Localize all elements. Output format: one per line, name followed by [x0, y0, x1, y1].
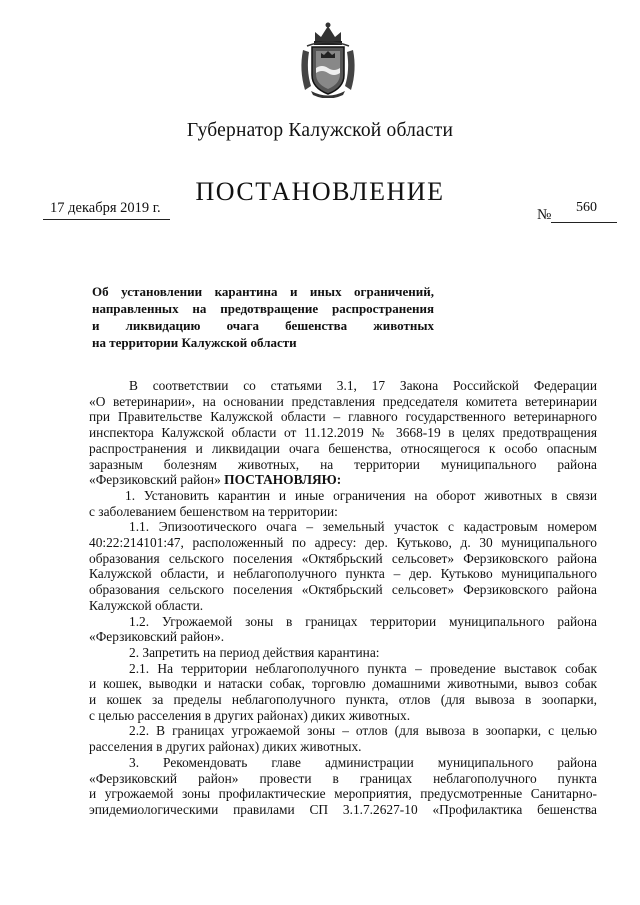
paragraph-2-2-line: расселения в других районах) диких животных.	[89, 739, 362, 755]
paragraph-1-1-line: Калужской области.	[89, 597, 204, 613]
subject-line: Об установлении карантина и иных ограничений,	[92, 284, 434, 299]
paragraph-2-2-line: 2.2. В границах угрожаемой зоны – отлов (для вывоза в зоопарки, с целью	[129, 723, 597, 739]
paragraph-3-line: и угрожаемой зоны профилактические мероприятия, предусмотренные Санитарно-	[89, 786, 597, 802]
preamble-line: «О ветеринарии», на основании представления председателя комитета ветеринарии	[89, 393, 597, 409]
decree-body	[89, 378, 597, 818]
subject-line: на территории Калужской области	[92, 335, 297, 350]
paragraph-1-line: 1. Установить карантин и иные ограничения на оборот животных в связи	[125, 487, 597, 503]
subject-line: и ликвидацию очага бешенства животных	[92, 318, 434, 333]
paragraph-3-line: 3. Рекомендовать главе администрации муниципального района	[129, 754, 597, 770]
date-underline	[43, 219, 170, 220]
paragraph-3-line: эпидемиологическими правилами СП 3.1.7.2627-10 «Профилактика бешенства	[89, 801, 597, 817]
paragraph-1-1-line: образования сельского поселения «Октябрьский сельсовет» Ферзиковского района	[89, 550, 597, 566]
preamble-last-line	[89, 472, 597, 488]
paragraph-1-2-line: «Ферзиковский район».	[89, 629, 225, 645]
paragraph-2-1-line: и кошек, выводки и натаски собак, торговлю домашними животными, вывоз собак	[89, 676, 597, 692]
paragraph-1-line: с заболеванием бешенством на территории:	[89, 503, 338, 519]
decree-subject	[92, 283, 434, 351]
decree-date: 17 декабря 2019 г.	[50, 200, 161, 216]
preamble-line: заразным болезням животных, на территории муниципального района	[89, 456, 597, 472]
preamble-line: при Правительстве Калужской области – главного государственного ветеринарного	[89, 409, 597, 425]
preamble-line: инспектора Калужской области от 11.12.2019 № 3668-19 в целях предотвращения	[89, 425, 597, 441]
number-label: №	[537, 207, 552, 223]
resolve-keyword: ПОСТАНОВЛЯЮ:	[224, 472, 342, 488]
number-underline	[551, 222, 617, 223]
paragraph-2-1-line: с целью расселения в других районах) диких животных.	[89, 707, 411, 723]
paragraph-1-1-line: Калужской области, и неблагополучного пункта – дер. Кутьково муниципального	[89, 566, 597, 582]
preamble-line: распространения и ликвидации очага бешенства, относящегося к особо опасным	[89, 440, 597, 456]
paragraph-2-line: 2. Запретить на период действия карантина:	[129, 644, 380, 660]
coat-of-arms-icon	[297, 20, 359, 98]
subject-line: направленных на предотвращение распространения	[92, 301, 434, 316]
district-name: «Ферзиковский район»	[89, 472, 221, 488]
paragraph-1-1-line: 1.1. Эпизоотического очага – земельный участок с кадастровым номером	[129, 519, 597, 535]
paragraph-2-1-line: 2.1. На территории неблагополучного пункта – проведение выставок собак	[129, 660, 597, 676]
paragraph-1-1-line: 40:22:214101:47, расположенный по адресу: дер. Кутьково, д. 30 муниципального	[89, 535, 597, 551]
issuing-authority: Губернатор Калужской области	[186, 120, 454, 141]
decree-number: 560	[576, 200, 597, 215]
paragraph-1-1-line: образования сельского поселения «Октябрьский сельсовет» Ферзиковского района	[89, 582, 597, 598]
preamble-line: В соответствии со статьями 3.1, 17 Закона Российской Федерации	[129, 378, 597, 393]
paragraph-1-2-line: 1.2. Угрожаемой зоны в границах территории муниципального района	[129, 613, 597, 629]
document-type-title: ПОСТАНОВЛЕНИЕ	[195, 177, 445, 206]
paragraph-2-1-line: и кошек за пределы неблагополучного пункта, отлов (для вывоза в зоопарки,	[89, 692, 597, 708]
paragraph-3-line: «Ферзиковский район» провести в границах неблагополучного пункта	[89, 770, 597, 786]
